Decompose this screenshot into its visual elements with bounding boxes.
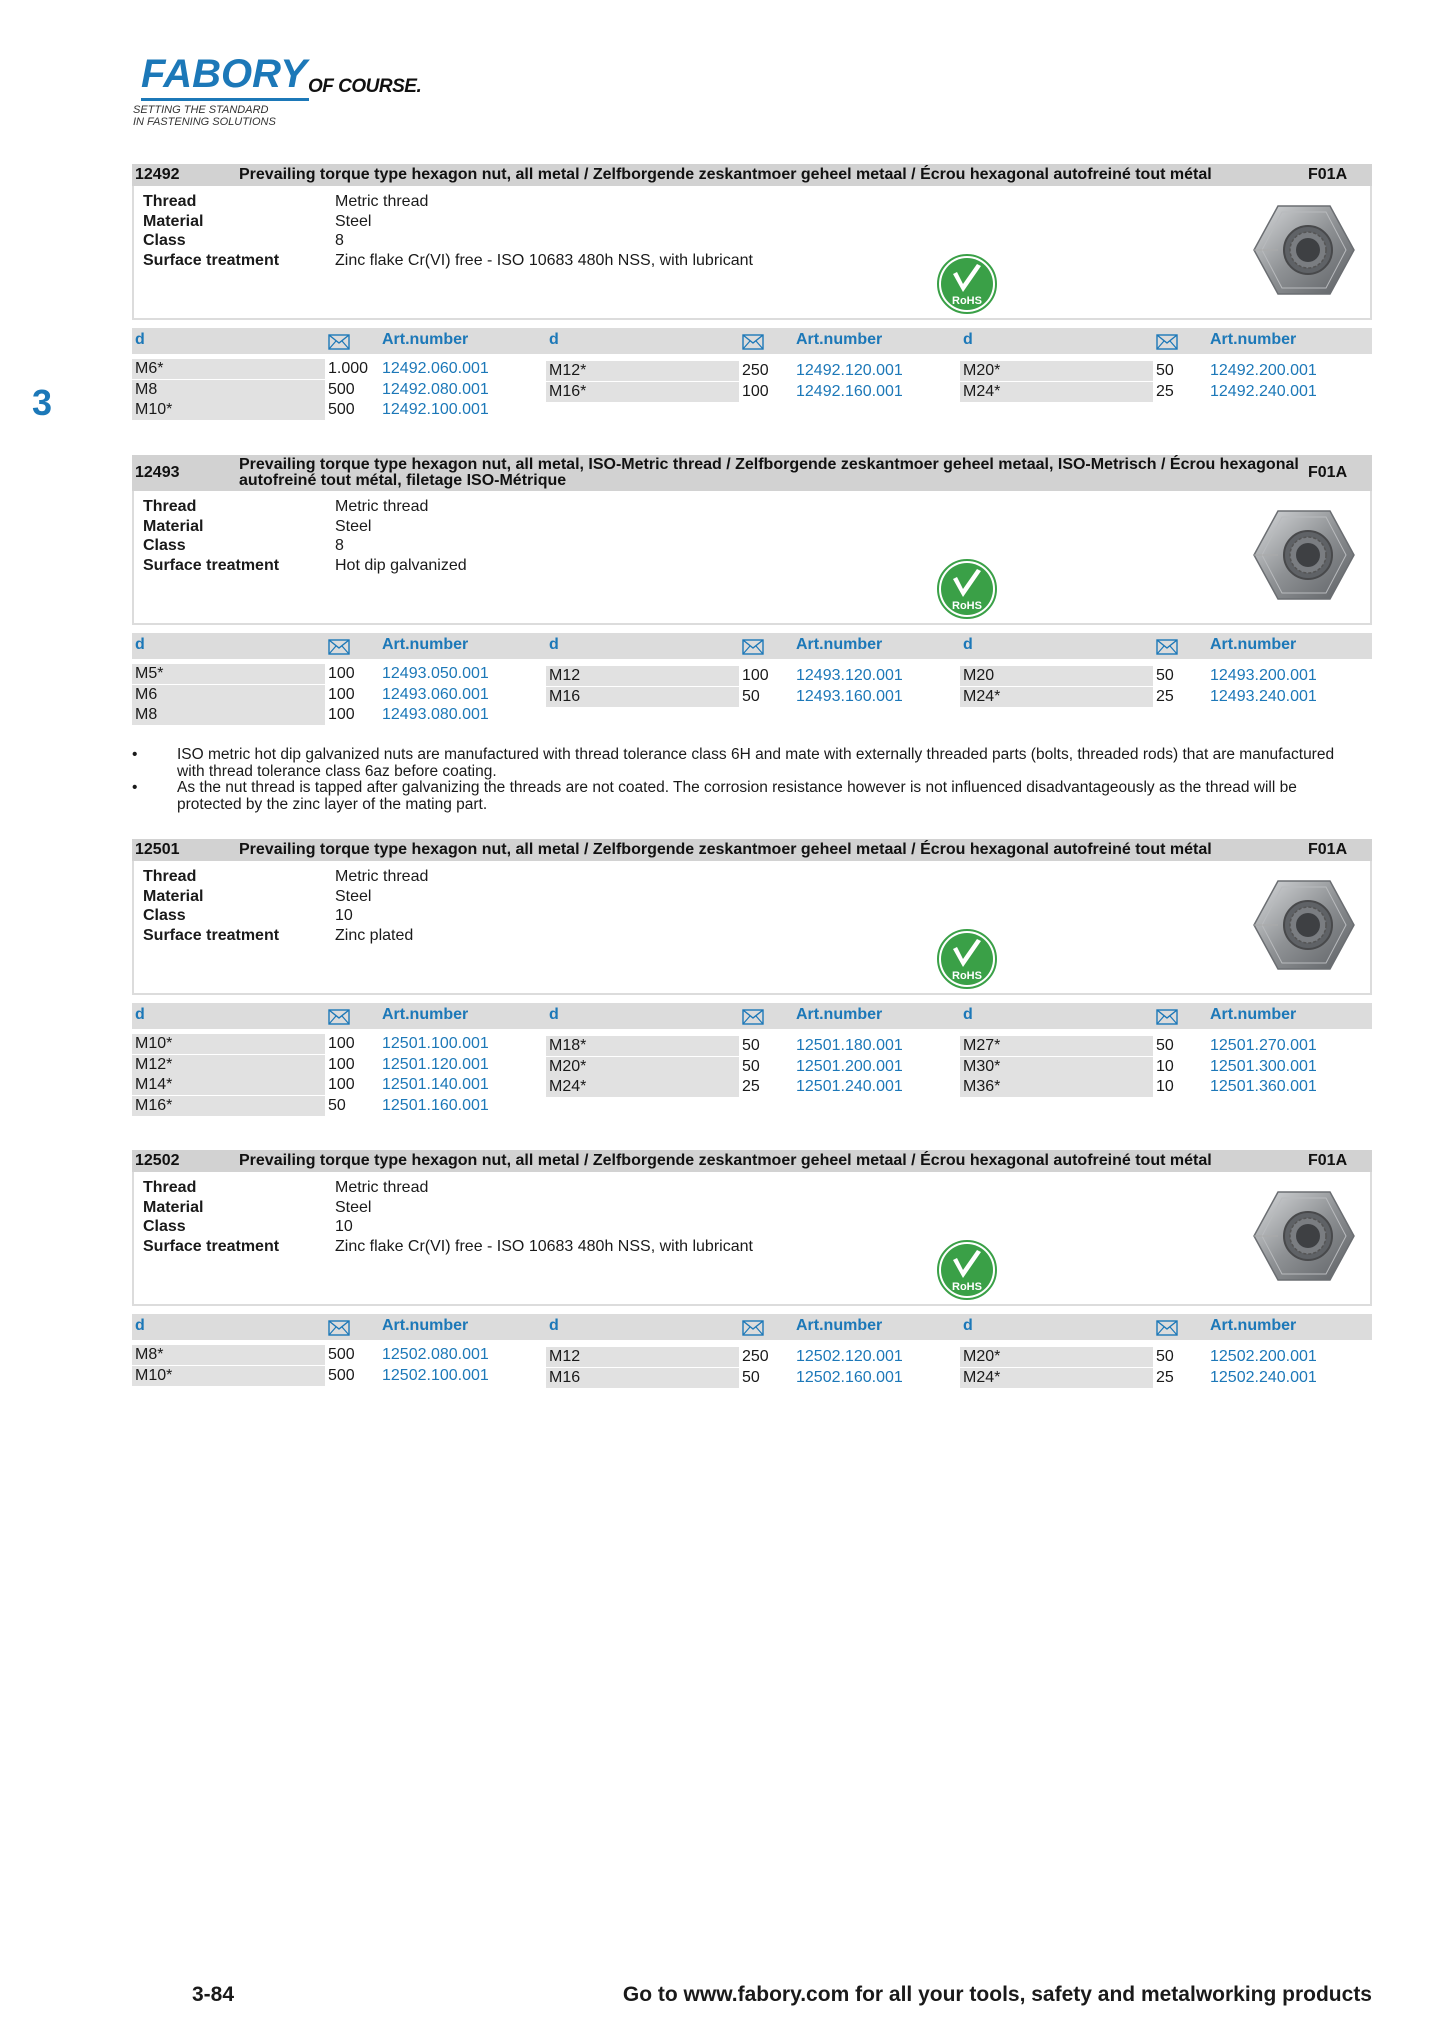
table-cell-d: M20* xyxy=(960,361,1153,381)
spec-label: Material xyxy=(143,517,204,535)
column-header-art: Art.number xyxy=(796,1317,883,1334)
spec-row xyxy=(143,517,467,537)
article-number-link[interactable]: 12493.200.001 xyxy=(1210,667,1317,684)
article-number-link[interactable]: 12501.240.001 xyxy=(796,1078,903,1095)
envelope-icon xyxy=(1156,1320,1178,1336)
table-header xyxy=(132,1003,1372,1029)
product-header xyxy=(132,1150,1372,1172)
table-cell-qty: 25 xyxy=(1156,687,1174,705)
brand-underline xyxy=(141,98,309,101)
brand-tagline-line1: SETTING THE STANDARD xyxy=(133,104,269,116)
table-cell-d: M16* xyxy=(132,1096,325,1116)
article-number-link[interactable]: 12502.160.001 xyxy=(796,1368,903,1386)
article-number-link[interactable]: 12492.120.001 xyxy=(796,362,903,379)
spec-row xyxy=(143,1217,753,1237)
table-cell-qty: 50 xyxy=(1156,1348,1174,1365)
rohs-label: RoHS xyxy=(952,1281,982,1293)
article-number-link[interactable]: 12501.270.001 xyxy=(1210,1037,1317,1054)
table-cell-qty: 100 xyxy=(328,1035,355,1052)
article-number-link[interactable]: 12493.160.001 xyxy=(796,687,903,705)
note-bullet: • xyxy=(132,746,138,763)
column-header-d: d xyxy=(135,331,145,348)
table-cell-qty: 100 xyxy=(328,1076,355,1093)
spec-list xyxy=(143,192,753,270)
table-cell-qty: 10 xyxy=(1156,1057,1174,1075)
table-cell-d: M10* xyxy=(132,1366,325,1386)
envelope-icon xyxy=(742,334,764,350)
spec-value: Steel xyxy=(335,212,372,230)
brand-logo xyxy=(133,52,423,137)
spec-row xyxy=(143,867,428,887)
spec-list xyxy=(143,497,467,575)
table-cell-qty: 50 xyxy=(742,687,760,705)
table-cell-d: M10* xyxy=(132,1034,325,1054)
table-cell-qty: 500 xyxy=(328,380,355,398)
rohs-label: RoHS xyxy=(952,600,982,612)
table-cell-d: M20 xyxy=(960,666,1153,686)
hex-nut-image xyxy=(1252,875,1356,975)
note-item xyxy=(132,780,1362,813)
envelope-icon xyxy=(742,1320,764,1336)
table-cell-qty: 50 xyxy=(742,1057,760,1075)
table-cell-qty: 500 xyxy=(328,1346,355,1363)
column-header-d: d xyxy=(549,1317,559,1334)
table-cell-qty: 25 xyxy=(1156,382,1174,400)
product-code: F01A xyxy=(1308,464,1348,481)
column-header-art: Art.number xyxy=(382,331,469,348)
rohs-label: RoHS xyxy=(952,970,982,982)
table-cell-d: M5* xyxy=(132,664,325,684)
product-title: Prevailing torque type hexagon nut, all metal / Zelfborgende zeskantmoer geheel metaal / Écrou hexagonal autofreiné tout métal xyxy=(239,1152,1212,1169)
table-cell-qty: 50 xyxy=(742,1368,760,1386)
product-code: F01A xyxy=(1308,1152,1348,1169)
table-cell-d: M8* xyxy=(132,1345,325,1365)
product-spec-box xyxy=(132,186,1372,320)
product-title: Prevailing torque type hexagon nut, all metal / Zelfborgende zeskantmoer geheel metaal / Écrou hexagonal autofreiné tout métal xyxy=(239,166,1212,183)
table-cell-d: M14* xyxy=(132,1075,325,1095)
product-title: Prevailing torque type hexagon nut, all metal / Zelfborgende zeskantmoer geheel metaal / Écrou hexagonal autofreiné tout métal xyxy=(239,841,1212,858)
product-header xyxy=(132,164,1372,186)
table-cell-qty: 100 xyxy=(328,665,355,682)
spec-value: Metric thread xyxy=(335,498,429,515)
table-cell-d: M20* xyxy=(546,1057,739,1077)
spec-value: Zinc plated xyxy=(335,926,414,944)
table-header xyxy=(132,633,1372,659)
spec-row xyxy=(143,497,467,517)
column-header-art: Art.number xyxy=(1210,331,1297,348)
rohs-badge-icon xyxy=(937,559,997,619)
column-header-d: d xyxy=(963,1006,973,1023)
spec-label: Surface treatment xyxy=(143,1237,280,1255)
table-header xyxy=(132,328,1372,354)
spec-label: Surface treatment xyxy=(143,926,280,944)
table-cell-d: M8 xyxy=(132,380,325,400)
spec-value: Steel xyxy=(335,1198,372,1216)
rohs-badge-icon xyxy=(937,254,997,314)
article-number-link[interactable]: 12501.160.001 xyxy=(382,1096,489,1114)
table-cell-qty: 50 xyxy=(1156,1037,1174,1054)
spec-label: Material xyxy=(143,212,204,230)
column-header-d: d xyxy=(135,1006,145,1023)
column-header-art: Art.number xyxy=(796,331,883,348)
table-cell-qty: 10 xyxy=(1156,1078,1174,1095)
envelope-icon xyxy=(742,1009,764,1025)
brand-tagline-line2: IN FASTENING SOLUTIONS xyxy=(133,116,276,128)
article-number-link[interactable]: 12502.100.001 xyxy=(382,1366,489,1384)
spec-value: Metric thread xyxy=(335,193,429,210)
rohs-label: RoHS xyxy=(952,295,982,307)
table-cell-qty: 1.000 xyxy=(328,360,369,377)
table-cell-qty: 100 xyxy=(328,706,355,723)
spec-label: Material xyxy=(143,887,204,905)
article-number-link[interactable]: 12502.200.001 xyxy=(1210,1348,1317,1365)
product-block xyxy=(132,839,1372,1114)
spec-label: Thread xyxy=(143,868,197,885)
table-cell-d: M36* xyxy=(960,1077,1153,1097)
product-header xyxy=(132,455,1372,491)
table-cell-d: M24* xyxy=(960,1368,1153,1388)
article-number-link[interactable]: 12502.240.001 xyxy=(1210,1368,1317,1386)
spec-label: Material xyxy=(143,1198,204,1216)
note-bullet: • xyxy=(132,779,138,796)
article-number-link[interactable]: 12492.080.001 xyxy=(382,380,489,398)
table-cell-d: M24* xyxy=(546,1077,739,1097)
spec-label: Class xyxy=(143,537,186,554)
spec-label: Surface treatment xyxy=(143,251,280,269)
table-cell-qty: 50 xyxy=(1156,667,1174,684)
article-number-link[interactable]: 12501.120.001 xyxy=(382,1055,489,1073)
table-cell-qty: 50 xyxy=(1156,362,1174,379)
envelope-icon xyxy=(328,1009,350,1025)
table-cell-d: M6 xyxy=(132,685,325,705)
table-cell-qty: 100 xyxy=(742,382,769,400)
product-code: F01A xyxy=(1308,841,1348,858)
product-number: 12493 xyxy=(135,464,180,481)
table-cell-d: M12 xyxy=(546,1347,739,1367)
envelope-icon xyxy=(742,639,764,655)
column-header-art: Art.number xyxy=(1210,1006,1297,1023)
article-number-link[interactable]: 12493.050.001 xyxy=(382,665,489,682)
table-cell-d: M27* xyxy=(960,1036,1153,1056)
article-number-link[interactable]: 12502.120.001 xyxy=(796,1348,903,1365)
note-item xyxy=(132,747,1362,780)
article-number-link[interactable]: 12493.120.001 xyxy=(796,667,903,684)
hex-nut-image xyxy=(1252,200,1356,300)
table-cell-qty: 100 xyxy=(328,685,355,703)
spec-row xyxy=(143,1178,753,1198)
product-block xyxy=(132,1150,1372,1386)
table-cell-d: M16* xyxy=(546,382,739,402)
column-header-art: Art.number xyxy=(382,1317,469,1334)
spec-list xyxy=(143,867,428,945)
article-number-link[interactable]: 12493.080.001 xyxy=(382,706,489,723)
spec-row xyxy=(143,231,753,251)
article-number-link[interactable]: 12493.240.001 xyxy=(1210,687,1317,705)
spec-row xyxy=(143,906,428,926)
spec-row xyxy=(143,536,467,556)
column-header-art: Art.number xyxy=(796,636,883,653)
article-number-link[interactable]: 12501.100.001 xyxy=(382,1035,489,1052)
table-cell-d: M30* xyxy=(960,1057,1153,1077)
spec-list xyxy=(143,1178,753,1256)
spec-value: Metric thread xyxy=(335,868,429,885)
table-cell-d: M16 xyxy=(546,1368,739,1388)
product-title: Prevailing torque type hexagon nut, all metal, ISO-Metric thread / Zelfborgende zeskantmoer geheel metaal, ISO-Metrisch / Écrou hexagonal autofreiné tout métal, filetage ISO-Métrique xyxy=(239,456,1299,489)
table-cell-qty: 250 xyxy=(742,1348,769,1365)
spec-label: Class xyxy=(143,232,186,249)
brand-slogan: OF COURSE. xyxy=(308,76,422,97)
footer-text: Go to www.fabory.com for all your tools, safety and metalworking products xyxy=(622,1983,1372,2006)
spec-value: 10 xyxy=(335,1218,353,1235)
brand-tagline xyxy=(133,104,333,128)
hex-nut-image xyxy=(1252,505,1356,605)
product-spec-box xyxy=(132,491,1372,625)
product-number: 12492 xyxy=(135,166,180,183)
column-header-art: Art.number xyxy=(1210,636,1297,653)
column-header-d: d xyxy=(549,636,559,653)
hex-nut-image xyxy=(1252,1186,1356,1286)
spec-label: Class xyxy=(143,1218,186,1235)
table-cell-d: M24* xyxy=(960,687,1153,707)
article-number-link[interactable]: 12492.100.001 xyxy=(382,401,489,418)
column-header-d: d xyxy=(549,1006,559,1023)
product-header xyxy=(132,839,1372,861)
product-spec-box xyxy=(132,1172,1372,1306)
column-header-d: d xyxy=(963,636,973,653)
spec-label: Surface treatment xyxy=(143,556,280,574)
spec-value: 8 xyxy=(335,537,344,554)
spec-row xyxy=(143,192,753,212)
product-block xyxy=(132,164,1372,418)
spec-label: Thread xyxy=(143,498,197,515)
envelope-icon xyxy=(1156,639,1178,655)
article-number-link[interactable]: 12492.160.001 xyxy=(796,382,903,400)
table-cell-d: M12 xyxy=(546,666,739,686)
table-cell-qty: 100 xyxy=(328,1055,355,1073)
table-cell-qty: 250 xyxy=(742,362,769,379)
column-header-d: d xyxy=(963,1317,973,1334)
envelope-icon xyxy=(328,639,350,655)
table-header xyxy=(132,1314,1372,1340)
column-header-art: Art.number xyxy=(382,1006,469,1023)
column-header-art: Art.number xyxy=(796,1006,883,1023)
spec-row xyxy=(143,251,753,271)
spec-label: Thread xyxy=(143,193,197,210)
table-cell-d: M12* xyxy=(546,361,739,381)
spec-label: Thread xyxy=(143,1179,197,1196)
table-cell-qty: 500 xyxy=(328,1366,355,1384)
column-header-d: d xyxy=(549,331,559,348)
column-header-art: Art.number xyxy=(382,636,469,653)
spec-value: Zinc flake Cr(VI) free - ISO 10683 480h NSS, with lubricant xyxy=(335,1237,753,1255)
product-number: 12501 xyxy=(135,841,180,858)
note-text: As the nut thread is tapped after galvanizing the threads are not coated. The corrosion resistance however is not influenced disadvantageously as the thread will be protected by the zinc layer of the mating part. xyxy=(177,779,1297,813)
column-header-d: d xyxy=(963,331,973,348)
article-number-link[interactable]: 12492.060.001 xyxy=(382,360,489,377)
spec-row xyxy=(143,556,467,576)
article-number-link[interactable]: 12501.200.001 xyxy=(796,1057,903,1075)
article-number-link[interactable]: 12501.360.001 xyxy=(1210,1078,1317,1095)
brand-name: FABORY xyxy=(141,52,307,96)
table-cell-d: M8 xyxy=(132,705,325,725)
spec-row xyxy=(143,1198,753,1218)
column-header-art: Art.number xyxy=(1210,1317,1297,1334)
product-notes xyxy=(132,747,1362,813)
spec-value: Steel xyxy=(335,517,372,535)
product-code: F01A xyxy=(1308,166,1348,183)
article-number-link[interactable]: 12492.240.001 xyxy=(1210,382,1317,400)
table-cell-qty: 25 xyxy=(742,1078,760,1095)
column-header-d: d xyxy=(135,1317,145,1334)
table-cell-d: M18* xyxy=(546,1036,739,1056)
table-cell-d: M24* xyxy=(960,382,1153,402)
table-cell-d: M6* xyxy=(132,359,325,379)
spec-row xyxy=(143,1237,753,1257)
spec-value: Metric thread xyxy=(335,1179,429,1196)
table-cell-qty: 25 xyxy=(1156,1368,1174,1386)
article-number-link[interactable]: 12501.180.001 xyxy=(796,1037,903,1054)
spec-value: 8 xyxy=(335,232,344,249)
article-number-link[interactable]: 12501.300.001 xyxy=(1210,1057,1317,1075)
envelope-icon xyxy=(1156,1009,1178,1025)
table-cell-d: M16 xyxy=(546,687,739,707)
rohs-badge-icon xyxy=(937,929,997,989)
envelope-icon xyxy=(328,334,350,350)
article-number-link[interactable]: 12501.140.001 xyxy=(382,1076,489,1093)
spec-row xyxy=(143,212,753,232)
spec-value: Steel xyxy=(335,887,372,905)
spec-value: 10 xyxy=(335,907,353,924)
envelope-icon xyxy=(1156,334,1178,350)
envelope-icon xyxy=(328,1320,350,1336)
spec-value: Hot dip galvanized xyxy=(335,556,467,574)
table-cell-qty: 50 xyxy=(742,1037,760,1054)
table-cell-d: M12* xyxy=(132,1055,325,1075)
note-text: ISO metric hot dip galvanized nuts are manufactured with thread tolerance class 6H and mate with externally threaded parts (bolts, threaded rods) that are manufactured with thread tolerance class 6az before coating. xyxy=(177,746,1335,780)
product-number: 12502 xyxy=(135,1152,180,1169)
table-cell-qty: 50 xyxy=(328,1096,346,1114)
spec-label: Class xyxy=(143,907,186,924)
table-cell-qty: 100 xyxy=(742,667,769,684)
spec-row xyxy=(143,887,428,907)
rohs-badge-icon xyxy=(937,1240,997,1300)
article-number-link[interactable]: 12492.200.001 xyxy=(1210,362,1317,379)
article-number-link[interactable]: 12493.060.001 xyxy=(382,685,489,703)
page-number: 3-84 xyxy=(192,1983,235,2006)
table-cell-d: M10* xyxy=(132,400,325,420)
column-header-d: d xyxy=(135,636,145,653)
table-cell-qty: 500 xyxy=(328,401,355,418)
spec-row xyxy=(143,926,428,946)
table-cell-d: M20* xyxy=(960,1347,1153,1367)
article-number-link[interactable]: 12502.080.001 xyxy=(382,1346,489,1363)
product-spec-box xyxy=(132,861,1372,995)
spec-value: Zinc flake Cr(VI) free - ISO 10683 480h NSS, with lubricant xyxy=(335,251,753,269)
product-block xyxy=(132,455,1372,723)
chapter-number: 3 xyxy=(32,382,53,423)
